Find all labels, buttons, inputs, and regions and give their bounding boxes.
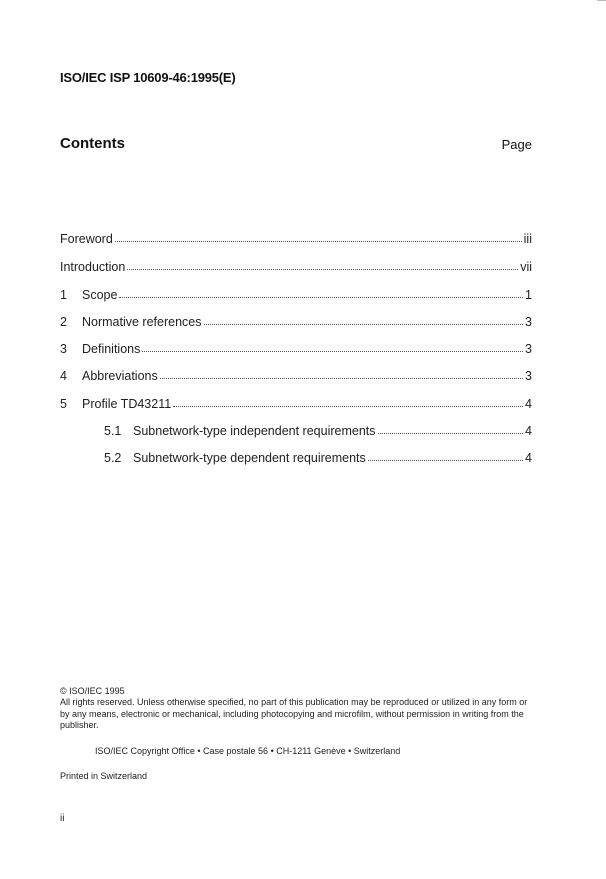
copyright-block bbox=[60, 686, 534, 731]
dot-leader bbox=[160, 368, 523, 379]
toc-entry-title: Foreword bbox=[60, 232, 113, 246]
toc-entry-subnetwork-independent[interactable] bbox=[104, 424, 532, 440]
copyright-line: © ISO/IEC 1995 bbox=[60, 686, 125, 696]
toc-entry-title: Definitions bbox=[82, 342, 141, 356]
page-number: ii bbox=[60, 813, 65, 824]
dot-leader bbox=[368, 450, 523, 461]
toc-entry-introduction[interactable] bbox=[60, 260, 532, 276]
contents-heading: Contents bbox=[60, 135, 125, 152]
toc-entry-page: 3 bbox=[525, 369, 532, 383]
toc-entry-number: 3 bbox=[60, 342, 67, 356]
toc-entry-title: Abbreviations bbox=[82, 369, 158, 383]
toc-entry-page: 4 bbox=[525, 424, 532, 438]
toc-entry-profile[interactable] bbox=[60, 397, 532, 413]
dot-leader bbox=[119, 287, 523, 298]
dot-leader bbox=[378, 423, 524, 434]
toc-entry-subnetwork-dependent[interactable] bbox=[104, 451, 532, 467]
toc-entry-page: 4 bbox=[525, 397, 532, 411]
document-id: ISO/IEC ISP 10609-46:1995(E) bbox=[60, 70, 236, 85]
dot-leader bbox=[142, 341, 523, 352]
printed-in: Printed in Switzerland bbox=[60, 771, 148, 781]
rights-statement: All rights reserved. Unless otherwise specified, no part of this publication may be reproduced or utilized in any form or by any means, electronic or mechanical, including photocopying and microfilm, without permission in writing from the publisher. bbox=[60, 697, 528, 730]
toc-entry-page: 3 bbox=[525, 342, 532, 356]
toc-entry-page: vii bbox=[520, 260, 532, 274]
toc-entry-page: 4 bbox=[525, 451, 532, 465]
scan-artifact-mark bbox=[597, 0, 606, 1]
toc-entry-normative-references[interactable] bbox=[60, 315, 532, 331]
toc-entry-foreword[interactable] bbox=[60, 232, 532, 248]
toc-entry-page: 3 bbox=[525, 315, 532, 329]
toc-entry-page: 1 bbox=[525, 288, 532, 302]
toc-entry-number: 1 bbox=[60, 288, 67, 302]
toc-entry-title: Normative references bbox=[82, 315, 202, 329]
toc-entry-number: 2 bbox=[60, 315, 67, 329]
toc-entry-definitions[interactable] bbox=[60, 342, 532, 358]
toc-entry-page: iii bbox=[523, 232, 532, 246]
copyright-office-address: ISO/IEC Copyright Office • Case postale 56 • CH-1211 Genève • Switzerland bbox=[95, 746, 401, 756]
dot-leader bbox=[115, 231, 522, 242]
page-column-label: Page bbox=[501, 137, 532, 152]
toc-entry-title: Scope bbox=[82, 288, 118, 302]
toc-entry-title: Subnetwork-type independent requirements bbox=[133, 424, 376, 438]
toc-entry-title: Subnetwork-type dependent requirements bbox=[133, 451, 366, 465]
toc-entry-number: 4 bbox=[60, 369, 67, 383]
toc-entry-number: 5.2 bbox=[104, 451, 122, 465]
toc-entry-abbreviations[interactable] bbox=[60, 369, 532, 385]
toc-entry-title: Profile TD43211 bbox=[82, 397, 172, 411]
toc-entry-scope[interactable] bbox=[60, 288, 532, 304]
toc-entry-number: 5 bbox=[60, 397, 67, 411]
toc-entry-number: 5.1 bbox=[104, 424, 122, 438]
dot-leader bbox=[204, 314, 524, 325]
toc-entry-title: Introduction bbox=[60, 260, 126, 274]
dot-leader bbox=[127, 259, 518, 270]
dot-leader bbox=[173, 396, 523, 407]
